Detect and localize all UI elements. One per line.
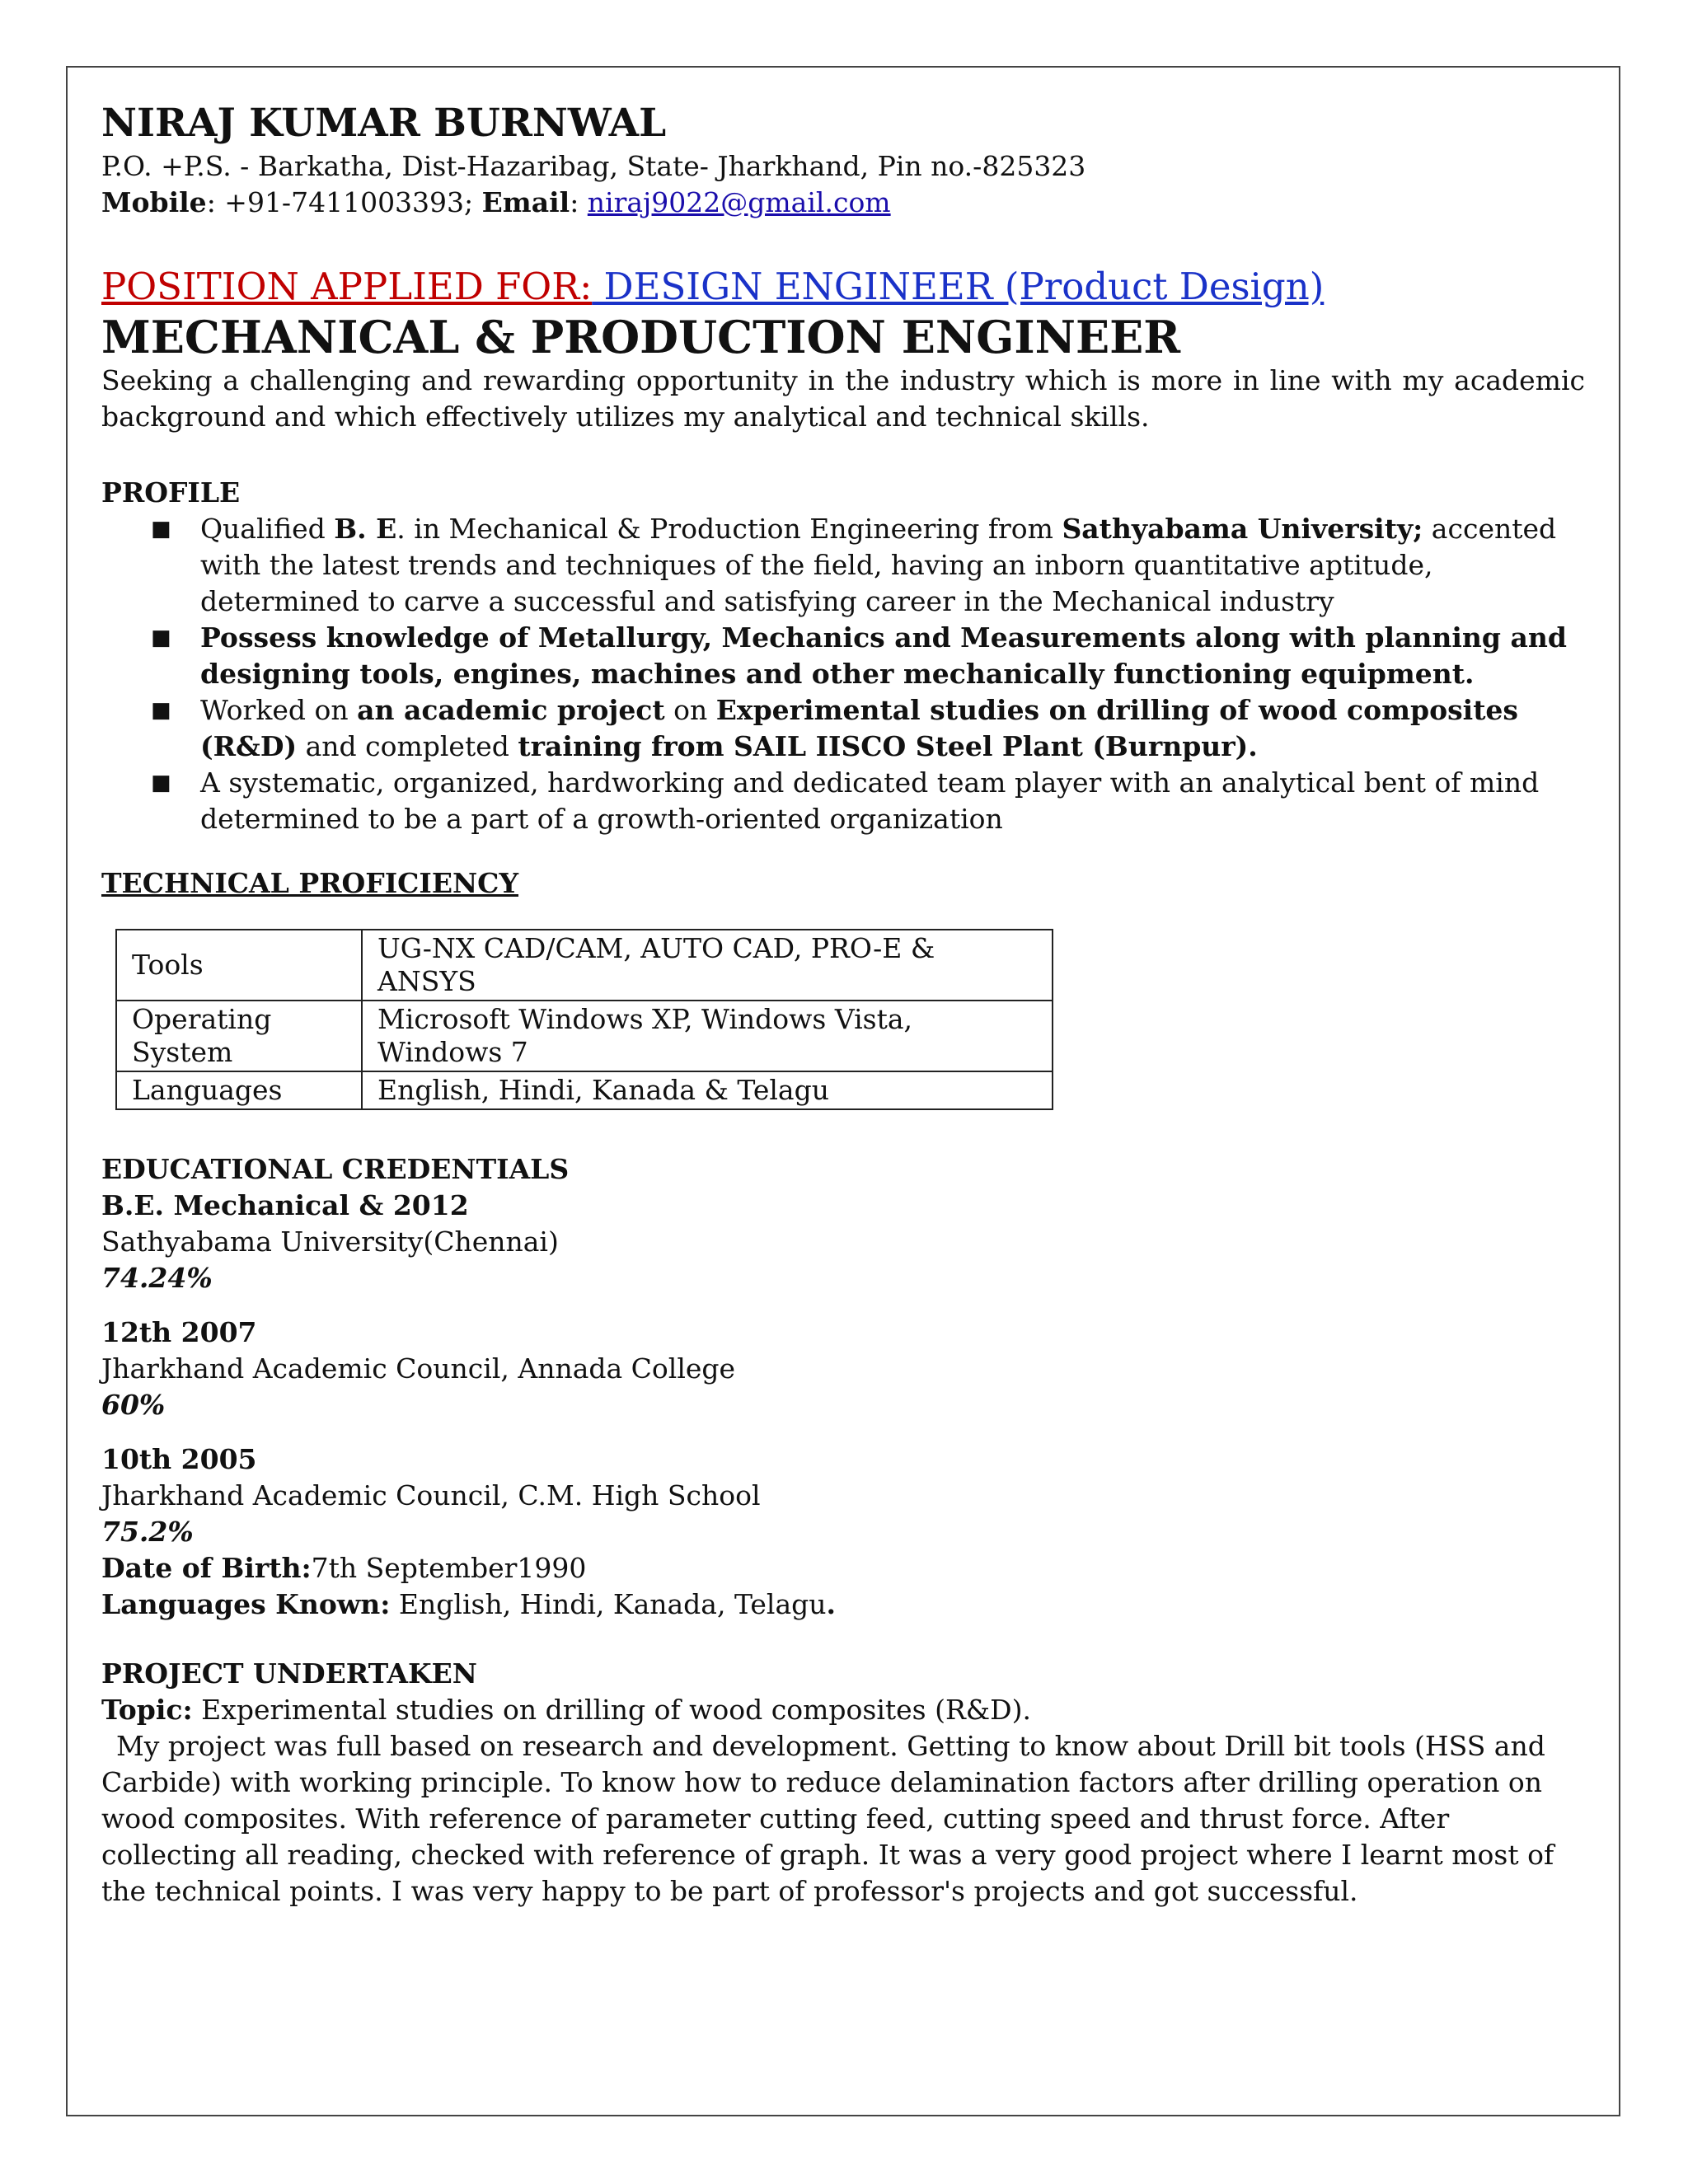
profile-bold: training from SAIL IISCO Steel Plant (Burnpur). — [518, 730, 1258, 762]
date-of-birth — [101, 1550, 1585, 1586]
table-row — [116, 1071, 1053, 1109]
table-row — [116, 1001, 1053, 1071]
bullet-icon: ■ — [151, 771, 171, 795]
dob-value: 7th September1990 — [311, 1552, 587, 1584]
profile-text: on — [664, 694, 716, 726]
edu-score: 74.24% — [101, 1262, 213, 1294]
profile-text: Worked on — [200, 694, 358, 726]
edu-degree: 10th 2005 — [101, 1443, 257, 1475]
profile-text: Qualified — [200, 513, 335, 545]
profile-text: . in Mechanical & Production Engineering from — [396, 513, 1062, 545]
languages-value: English, Hindi, Kanada, Telagu — [390, 1588, 827, 1620]
topic-label: Topic: — [101, 1694, 193, 1726]
edu-institution: Jharkhand Academic Council, C.M. High School — [101, 1479, 761, 1511]
position-value[interactable]: DESIGN ENGINEER (Product Design) — [592, 265, 1325, 308]
edu-institution: Sathyabama University(Chennai) — [101, 1226, 559, 1258]
profile-bold: an academic project — [357, 694, 665, 726]
languages-label: Languages Known: — [101, 1588, 391, 1620]
position-applied — [101, 262, 1585, 312]
profile-bold: Experimental studies on drilling of wood composites (R&D) — [200, 694, 1519, 762]
profile-bold: B. E — [334, 513, 397, 545]
profile-item — [101, 620, 1585, 692]
contact-line — [101, 185, 1585, 221]
candidate-name: NIRAJ KUMAR BURNWAL — [101, 101, 667, 146]
profile-text: Possess knowledge of Metallurgy, Mechanics and Measurements along with planning and designing tools, engines, machines and other mechanically functioning equipment. — [200, 621, 1567, 690]
topic-value: Experimental studies on drilling of wood composites (R&D). — [192, 1694, 1031, 1726]
project-description: My project was full based on research and development. Getting to know about Drill bit tools (HSS and Carbide) with working principle. To know how to reduce delamination factors after drilling operation on wood composites. With reference of parameter cutting feed, cutting speed and thrust force. After collecting all reading, checked with reference of graph. It was a very good project where I learnt most of the technical points. I was very happy to be part of professor's projects and got successful. — [101, 1730, 1554, 1907]
profile-list — [101, 511, 1585, 837]
edu-degree: B.E. Mechanical & 2012 — [101, 1189, 469, 1221]
table-key: Tools — [116, 930, 362, 1001]
edu-score: 60% — [101, 1389, 166, 1421]
table-value: English, Hindi, Kanada & Telagu — [362, 1071, 1053, 1109]
bullet-icon: ■ — [151, 626, 171, 650]
profile-text: A systematic, organized, hardworking and dedicated team player with an analytical bent of mind determined to be a part of a growth-oriented organization — [200, 766, 1540, 835]
email-link[interactable]: niraj9022@gmail.com — [587, 186, 891, 218]
technical-heading: TECHNICAL PROFICIENCY — [101, 867, 519, 899]
address: P.O. +P.S. - Barkatha, Dist-Hazaribag, State- Jharkhand, Pin no.-825323 — [101, 150, 1086, 182]
table-value: UG-NX CAD/CAM, AUTO CAD, PRO-E & ANSYS — [362, 930, 1053, 1001]
languages-known — [101, 1586, 1585, 1623]
languages-end: . — [826, 1588, 837, 1620]
dob-label: Date of Birth: — [101, 1552, 312, 1584]
education-entry — [101, 1188, 1585, 1296]
position-label: POSITION APPLIED FOR: — [101, 265, 593, 308]
resume-content — [101, 99, 1585, 1910]
professional-title: MECHANICAL & PRODUCTION ENGINEER — [101, 311, 1181, 363]
profile-item — [101, 692, 1585, 765]
table-key: Languages — [116, 1071, 362, 1109]
edu-institution: Jharkhand Academic Council, Annada College — [101, 1352, 736, 1385]
education-entry — [101, 1315, 1585, 1423]
email-label: Email — [481, 186, 570, 218]
project-topic — [101, 1692, 1585, 1728]
mobile-value: : +91-7411003393; — [206, 186, 482, 218]
profile-heading: PROFILE — [101, 476, 241, 509]
education-entry — [101, 1441, 1585, 1550]
proficiency-table — [115, 929, 1053, 1110]
bullet-icon: ■ — [151, 517, 171, 541]
profile-text: accented with the latest trends and techniques of the field, having an inborn quantitative aptitude, determined to carve a successful and satisfying career in the Mechanical industry — [200, 513, 1557, 617]
project-heading: PROJECT UNDERTAKEN — [101, 1657, 477, 1690]
profile-bold: Sathyabama University; — [1062, 513, 1423, 545]
profile-item — [101, 765, 1585, 837]
edu-degree: 12th 2007 — [101, 1316, 257, 1348]
profile-text: and completed — [297, 730, 518, 762]
objective-text: Seeking a challenging and rewarding opportunity in the industry which is more in line with my academic background and which effectively utilizes my analytical and technical skills. — [101, 364, 1585, 433]
education-heading: EDUCATIONAL CREDENTIALS — [101, 1153, 570, 1185]
email-sep: : — [570, 186, 588, 218]
bullet-icon: ■ — [151, 698, 171, 723]
mobile-label: Mobile — [101, 186, 207, 218]
profile-item — [101, 511, 1585, 620]
table-value: Microsoft Windows XP, Windows Vista, Windows 7 — [362, 1001, 1053, 1071]
table-key: Operating System — [116, 1001, 362, 1071]
table-row — [116, 930, 1053, 1001]
edu-score: 75.2% — [101, 1516, 194, 1548]
